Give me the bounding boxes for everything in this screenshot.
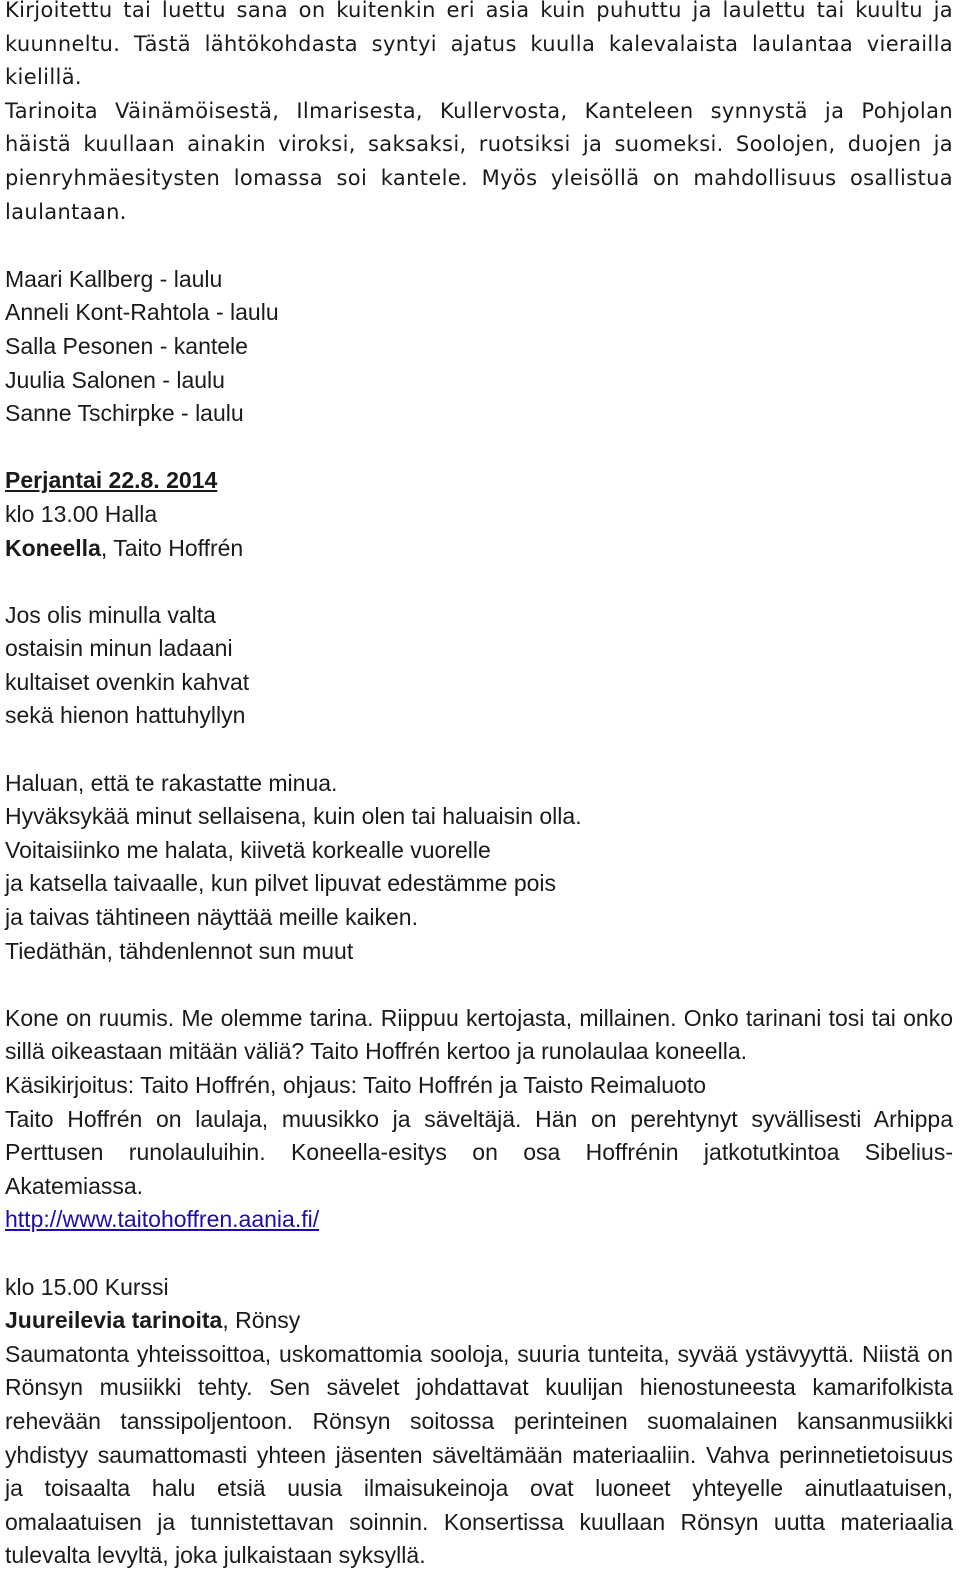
poem-line: sekä hienon hattuhyllyn <box>5 702 246 729</box>
intro-details-paragraph: Tarinoita Väinämöisestä, Ilmarisesta, Kullervosta, Kanteleen synnystä ja Pohjolan häistä kuullaan ainakin viroksi, saksaksi, ruotsiksi ja suomeksi. Soolojen, duojen ja pienryhmäesitysten lomassa soi kantele. Myös yleisöllä on mahdollisuus osallistua laulantaan. <box>5 98 953 224</box>
spacer <box>5 229 953 263</box>
poem-line: ostaisin minun ladaani <box>5 635 233 662</box>
event1-website-link[interactable]: http://www.taitohoffren.aania.fi/ <box>5 1206 320 1233</box>
spacer <box>5 431 953 465</box>
poem-stanza-1 <box>5 599 953 733</box>
spacer <box>5 968 953 1002</box>
poem-line: Tiedäthän, tähdenlennot sun muut <box>5 937 354 964</box>
event2-description: Saumatonta yhteissoittoa, uskomattomia sooloja, suuria tunteita, syvää ystävyyttä. Niistä on Rönsyn musiikki tehty. Sen sävelet johdattavat kuulijan hienostuneesta kamarifolkista rehevään tanssipoljentoon. Rönsyn soitossa perinteinen suomalainen kansanmusiikki yhdistyy saumattomasti yhteen jäsenten säveltämään materiaaliin. Vahva perinnetietoisuus ja toisaalta halu etsiä uusia ilmaisukeinoja ovat luoneet yhteyelle ainutlaatuisen, omalaatuisen ja tunnistettavan soinnin. Konsertissa kuullaan Rönsyn uutta materiaalia tulevalta levyltä, joka julkaistaan syksyllä. <box>5 1340 953 1569</box>
document-page <box>5 0 953 1573</box>
spacer <box>5 733 953 767</box>
day-heading-block <box>5 464 953 565</box>
event2-performer: , Rönsy <box>222 1307 301 1334</box>
event2-title: Juureilevia tarinoita <box>5 1307 223 1334</box>
poem-line: ja taivas tähtineen näyttää meille kaiken. <box>5 904 418 931</box>
event1-performer: , Taito Hoffrén <box>100 534 244 561</box>
spacer <box>5 1237 953 1271</box>
poem-line: kultaiset ovenkin kahvat <box>5 668 250 695</box>
poem-line: Haluan, että te rakastatte minua. <box>5 769 338 796</box>
event1-time: klo 13.00 Halla <box>5 500 158 527</box>
event1-description: Kone on ruumis. Me olemme tarina. Riippuu kertojasta, millainen. Onko tarinani tosi tai onko sillä oikeastaan mitään väliä? Taito Hoffrén kertoo ja runolaulaa koneella. <box>5 1004 953 1065</box>
event1-title: Koneella <box>5 534 101 561</box>
performer-item: Anneli Kont-Rahtola - laulu <box>5 299 279 326</box>
day-heading: Perjantai 22.8. 2014 <box>5 467 218 494</box>
event2-time: klo 15.00 Kurssi <box>5 1273 169 1300</box>
poem-line: ja katsella taivaalle, kun pilvet lipuvat edestämme pois <box>5 870 557 897</box>
event2-title-line <box>5 1304 953 1338</box>
performer-list <box>5 263 953 431</box>
poem-stanza-2 <box>5 767 953 969</box>
event1-title-line <box>5 532 953 566</box>
intro-paragraph: Kirjoitettu tai luettu sana on kuitenkin eri asia kuin puhuttu ja laulettu tai kuultu ja kuunneltu. Tästä lähtökohdasta syntyi ajatus kuulla kalevalaista laulantaa vierailla kielillä. <box>5 0 953 90</box>
event1-bio: Taito Hoffrén on laulaja, muusikko ja säveltäjä. Hän on perehtynyt syvällisesti Arhippa Perttusen runolauluihin. Koneella-esitys on osa Hoffrénin jatkotutkintoa Sibelius-Akatemiassa. <box>5 1105 953 1199</box>
poem-line: Hyväksykää minut sellaisena, kuin olen tai haluaisin olla. <box>5 803 582 830</box>
event1-credits: Käsikirjoitus: Taito Hoffrén, ohjaus: Taito Hoffrén ja Taisto Reimaluoto <box>5 1072 707 1098</box>
performer-item: Sanne Tschirpke - laulu <box>5 400 244 427</box>
event1-link-line <box>5 1203 953 1237</box>
spacer <box>5 565 953 599</box>
poem-line: Jos olis minulla valta <box>5 601 216 628</box>
performer-item: Juulia Salonen - laulu <box>5 366 225 393</box>
event2-heading-block <box>5 1271 953 1338</box>
performer-item: Salla Pesonen - kantele <box>5 332 248 359</box>
poem-line: Voitaisiinko me halata, kiivetä korkealle vuorelle <box>5 836 491 863</box>
performer-item: Maari Kallberg - laulu <box>5 265 223 292</box>
